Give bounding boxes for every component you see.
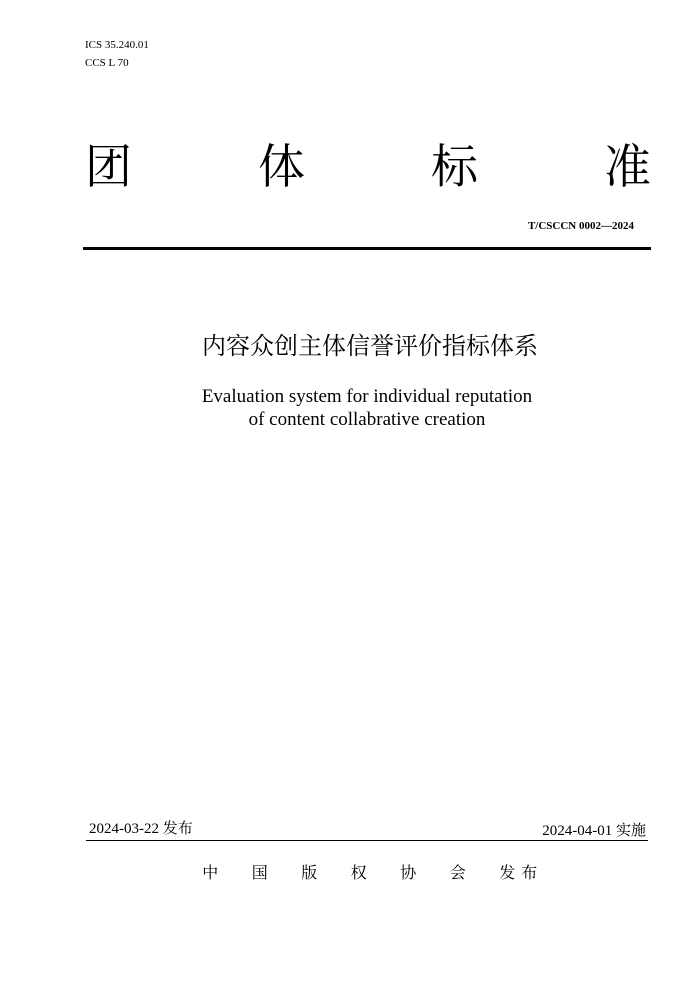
implementation-date-line	[542, 820, 646, 841]
standard-type-char: 准	[604, 140, 651, 195]
header-divider	[83, 247, 651, 250]
standard-number: T/CSCCN 0002—2024	[527, 220, 634, 232]
issue-date: 2024-03-22	[89, 821, 159, 837]
issue-label: 发布	[162, 819, 193, 837]
issue-date-line	[89, 818, 193, 839]
title-english	[0, 385, 700, 431]
footer-divider	[86, 840, 648, 841]
publisher: 中 国 版 权 协 会 发 布	[202, 863, 538, 882]
classification-codes	[85, 36, 149, 72]
title-chinese: 内容众创主体信誉评价指标体系	[202, 332, 538, 360]
standard-type-char: 体	[258, 140, 305, 195]
title-english-line: Evaluation system for individual reputation	[201, 386, 533, 407]
implementation-label: 实施	[615, 821, 646, 839]
ics-code: ICS 35.240.01	[85, 39, 149, 51]
ccs-code: CCS L 70	[85, 57, 129, 69]
standard-type-heading	[85, 138, 655, 198]
standard-type-char: 标	[431, 140, 478, 195]
standard-type-char: 团	[85, 140, 132, 195]
implementation-date: 2024-04-01	[542, 823, 613, 839]
title-english-line: of content collabrative creation	[248, 409, 486, 430]
